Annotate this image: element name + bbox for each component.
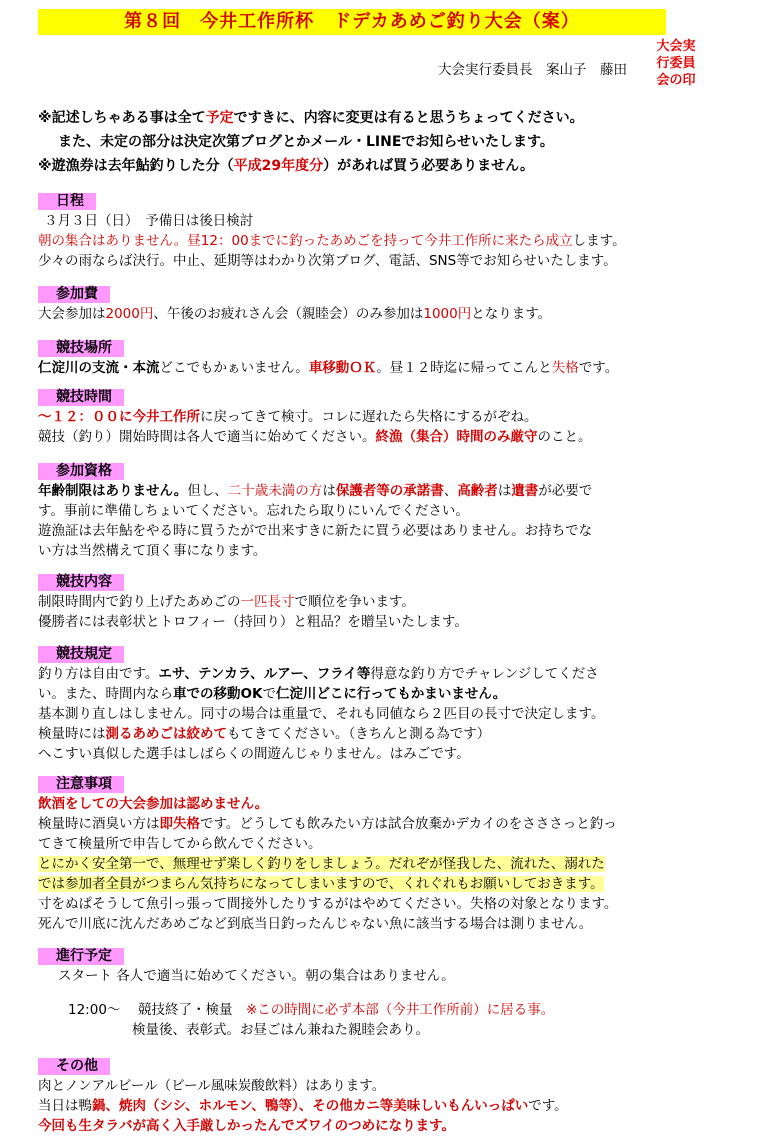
section-label: 注意事項 [38,776,124,793]
section-time [38,389,758,447]
document-title: 第８回 今井工作所杯 ドデカあめご釣り大会（案） [38,9,666,35]
plan-noon: 12:00～ 競技終了・検量 ※この時間に必ず本部（今井工作所前）に居る事。 [68,1002,555,1018]
caution-line-highlight: とにかく安全第一で、無理せず楽しく釣りをしましょう。だれぞが怪我した、流れた、溺れた [38,856,605,872]
caution-line: 死んで川底に沈んだあめごなど到底当日釣ったんじゃない魚に該当する場合は測りません。 [38,916,593,932]
section-other [38,1058,758,1136]
other-line: 今回も生タラバが高く入手厳しかったんでズワイのつめになります。 [38,1118,456,1134]
caution-line: てきて検量所で申告してから飲んでください。 [38,836,322,852]
other-line: 当日は鴨鍋、焼肉（シシ、ホルモン、鴨等）、その他カニ等美味しいもんいっぱいです。 [38,1098,568,1114]
fee-line: 大会参加は2000円、午後のお疲れさん会（親睦会）のみ参加は1000円となります。 [38,306,552,322]
rules-line: 基本測り直しはしません。同寸の場合は重量で、それも同値なら２匹目の長寸で決定します。 [38,706,605,722]
plan-start: スタート 各人で適当に始めてください。朝の集合はありません。 [58,968,455,984]
section-venue [38,340,758,378]
qualification-line: 年齢制限はありません。但し、二十歳未満の方は保護者等の承諾書、高齢者は遺書が必要で [38,483,593,499]
note-3: ※遊漁券は去年鮎釣りした分（平成29年度分）があれば買う必要ありません。 [38,158,534,174]
committee-seal [646,38,706,89]
content-line: 優勝者には表彰状とトロフィー（持回り）と粗品？を贈呈いたします。 [38,614,468,630]
rules-line: 検量時には測るあめごは絞めてもてきてください。（きちんと測る為です） [38,726,491,742]
rules-line: へこすい真似した選手はしばらくの間遊んじゃりません。はみごです。 [38,746,470,762]
other-line: 肉とノンアルビール（ビール風味炭酸飲料）はあります。 [38,1078,386,1094]
seal-line: 会の印 [656,73,696,88]
seal-line: 大会実 [656,39,696,54]
rules-line: 釣り方は自由です。エサ、テンカラ、ルアー、フライ等得意な釣り方でチャレンジしてくださ [38,666,599,682]
schedule-line: 少々の雨ならば決行。中止、延期等はわかり次第ブログ、電話、SNS等でお知らせいたします。 [38,253,617,269]
section-schedule [38,193,758,271]
content-line: 制限時間内で釣り上げたあめごの一匹長寸で順位を争います。 [38,594,415,610]
venue-line: 仁淀川の支流・本流どこでもかぁいません。車移動ＯＫ。昼１２時迄に帰ってこんと失格です。 [38,360,619,376]
time-line: ～１２：００に今井工作所に戻ってきて検寸。コレに遅れたら失格にするがぞね。 [38,409,538,425]
section-fee [38,286,758,324]
section-rules [38,646,758,764]
schedule-date: ３月３日（日） 予備日は後日検討 [44,213,254,229]
rules-line: い。また、時間内なら車での移動OKで仁淀川どこに行ってもかまいません。 [38,686,507,702]
qualification-line: い方は当然構えて頂く事になります。 [38,543,267,559]
section-label: 参加資格 [38,463,124,480]
committee-chair: 大会実行委員長 案山子 藤田 [438,62,627,78]
caution-line: 寸をぬぱそうして魚引っ張って間接外したりするがはやめてください。失格の対象となります。 [38,896,618,912]
section-qualification [38,463,758,561]
plan-after: 検量後、表彰式。お昼ごはん兼ねた親睦会あり。 [132,1022,429,1038]
section-caution [38,776,758,934]
section-plan [38,948,758,1040]
section-label: 競技内容 [38,574,124,591]
qualification-line: 遊漁証は去年鮎をやる時に買うたがで出来すきに新たに買う必要はありません。お持ちでな [38,523,593,539]
note-1: ※記述しちゃある事は全て予定ですきに、内容に変更は有ると思うちょってください。 [38,110,584,126]
section-label: 競技場所 [38,340,124,357]
section-label: その他 [38,1058,110,1075]
seal-line: 行委員 [656,56,696,71]
caution-line: 飲酒をしての大会参加は認めません。 [38,796,269,812]
note-2: また、未定の部分は決定次第ブログとかメール・LINEでお知らせいたします。 [58,134,554,150]
caution-line: 検量時に酒臭い方は即失格です。どうしても飲みたい方は試合放棄かデカイのをさささっと釣っ [38,816,617,832]
section-content [38,574,758,632]
section-label: 参加費 [38,286,110,303]
notes [38,106,748,178]
section-label: 競技規定 [38,646,124,663]
time-line: 競技（釣り）開始時間は各人で適当に始めてください。終漁（集合）時間のみ厳守のこと。 [38,429,592,445]
caution-line-highlight: では参加者全員がつまらん気持ちになってしまいますので、くれぐれもお願いしておきます。 [38,876,604,892]
section-label: 日程 [38,193,96,210]
section-label: 競技時間 [38,389,124,406]
qualification-line: す。事前に準備しちょいてください。忘れたら取りにいんでください。 [38,503,469,519]
schedule-line: 朝の集合はありません。昼12：00までに釣ったあめごを持って今井工作所に来たら成立します。 [38,233,626,249]
section-label: 進行予定 [38,948,124,965]
